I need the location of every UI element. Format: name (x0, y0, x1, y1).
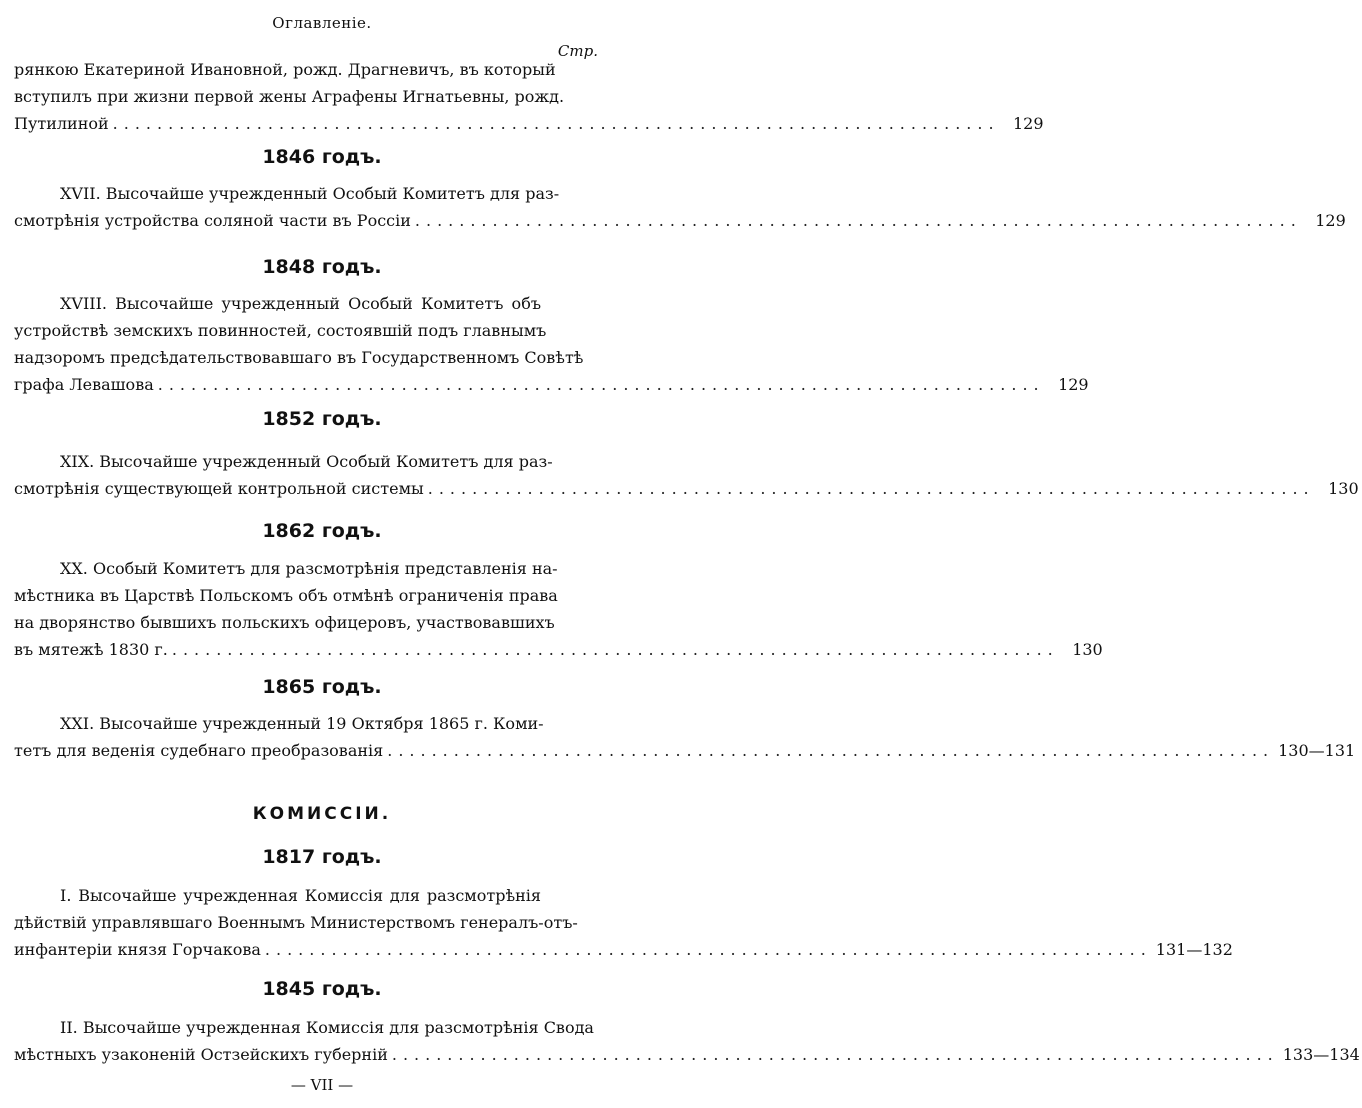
dot-leader: ................................................................................ (157, 375, 1045, 394)
entry-line: XVIII. Высочайше учрежденный Особый Комитетъ объ (60, 294, 541, 313)
toc-entry (14, 180, 1346, 234)
toc-entry (14, 1014, 1360, 1068)
entry-text: тетъ для веденія судебнаго преобразованія (14, 741, 384, 760)
entry-line: XVII. Высочайше учрежденный Особый Комитетъ для раз- (60, 184, 560, 203)
entry-text: графа Левашова (14, 375, 154, 394)
entry-text: въ мятежѣ 1830 г. (14, 640, 168, 659)
dot-leader: ................................................................................ (264, 940, 1152, 959)
toc-entry (14, 710, 1356, 764)
entry-line: I. Высочайше учрежденная Комиссія для разсмотрѣнія (60, 886, 541, 905)
dot-leader: ................................................................................ (427, 479, 1315, 498)
dot-leader: ................................................................................ (171, 640, 1059, 659)
running-title: Оглавленіе. (272, 14, 372, 32)
entry-line: устройствѣ земскихъ повинностей, состоявшій подъ главнымъ (14, 321, 547, 340)
page-number: 130 (1072, 640, 1103, 659)
entry-line: дѣйствій управлявшаго Военнымъ Министерствомъ генералъ-отъ- (14, 913, 578, 932)
year-heading: 1852 годъ. (262, 408, 382, 430)
entry-line: II. Высочайше учрежденная Комиссія для разсмотрѣнія Свода (60, 1018, 594, 1037)
entry-last-line (14, 110, 1044, 137)
entry-text: Путилиной (14, 114, 109, 133)
toc-entry (14, 882, 1233, 963)
entry-last-line (14, 475, 1359, 502)
year-heading: 1862 годъ. (262, 520, 382, 542)
entry-text: мѣстныхъ узаконеній Остзейскихъ губерній (14, 1045, 388, 1064)
entry-last-line (14, 636, 1103, 663)
entry-line: вступилъ при жизни первой жены Аграфены Игнатьевны, рожд. (14, 87, 565, 106)
entry-last-line (14, 936, 1233, 963)
page-folio: — VII — (290, 1076, 354, 1094)
entry-last-line (14, 1041, 1360, 1068)
toc-entry (14, 56, 1044, 137)
entry-last-line (14, 737, 1356, 764)
page-number: 130—131 (1278, 741, 1356, 760)
year-heading: 1848 годъ. (262, 256, 382, 278)
entry-line: на дворянство бывшихъ польскихъ офицеровъ, участвовавшихъ (14, 613, 555, 632)
entry-line: надзоромъ предсѣдательствовавшаго въ Государственномъ Совѣтѣ (14, 348, 584, 367)
dot-leader: ................................................................................ (112, 114, 1000, 133)
year-heading: 1865 годъ. (262, 676, 382, 698)
entry-line: XX. Особый Комитетъ для разсмотрѣнія представленія на- (60, 559, 558, 578)
page-number: 130 (1328, 479, 1359, 498)
page-number: 133—134 (1282, 1045, 1360, 1064)
toc-entry (14, 448, 1359, 502)
entry-line: рянкою Екатериной Ивановной, рожд. Драгневичъ, въ который (14, 60, 556, 79)
year-heading: 1817 годъ. (262, 846, 382, 868)
entry-text: смотрѣнія устройства соляной части въ Россіи (14, 211, 411, 230)
year-heading: 1846 годъ. (262, 146, 382, 168)
toc-entry (14, 290, 1089, 398)
dot-leader: ................................................................................ (387, 741, 1275, 760)
entry-last-line (14, 371, 1089, 398)
page-number: 131—132 (1155, 940, 1233, 959)
entry-line: XIX. Высочайше учрежденный Особый Комитетъ для раз- (60, 452, 553, 471)
dot-leader: ................................................................................ (414, 211, 1302, 230)
dot-leader: ................................................................................ (391, 1045, 1279, 1064)
section-title: КОМИССІИ. (252, 804, 392, 824)
entry-text: инфантеріи князя Горчакова (14, 940, 261, 959)
entry-line: XXI. Высочайше учрежденный 19 Октября 1865 г. Коми- (60, 714, 544, 733)
year-heading: 1845 годъ. (262, 978, 382, 1000)
toc-entry (14, 555, 1103, 663)
page-number: 129 (1013, 114, 1044, 133)
page-column-label: Стр. (557, 42, 598, 60)
entry-text: смотрѣнія существующей контрольной системы (14, 479, 424, 498)
entry-line: мѣстника въ Царствѣ Польскомъ объ отмѣнѣ ограниченія права (14, 586, 558, 605)
page-number: 129 (1315, 211, 1346, 230)
page-number: 129 (1058, 375, 1089, 394)
entry-last-line (14, 207, 1346, 234)
